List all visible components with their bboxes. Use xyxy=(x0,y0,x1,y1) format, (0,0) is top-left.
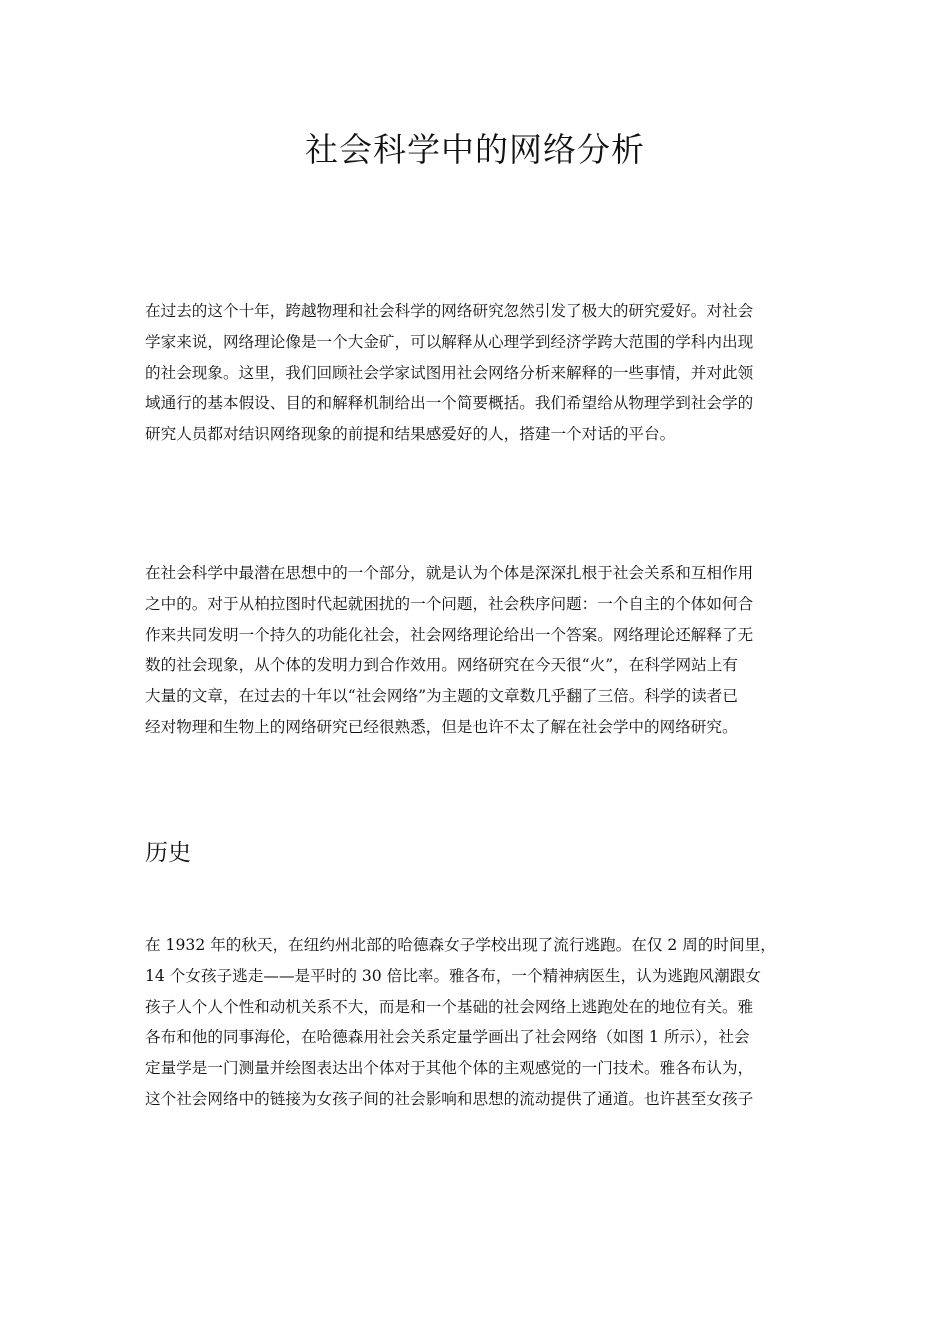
paragraph-line: 孩子人个人个性和动机关系不大，而是和一个基础的社会网络上逃跑处在的地位有关。雅 xyxy=(145,997,754,1016)
paragraph-line: 14 个女孩子逃走——是平时的 30 倍比率。雅各布，一个精神病医生，认为逃跑风潮跟女 xyxy=(145,966,761,985)
paragraph-line: 域通行的基本假设、目的和解释机制给出一个简要概括。我们希望给从物理学到社会学的 xyxy=(145,394,754,413)
paragraph-line: 数的社会现象，从个体的发明力到合作效用。网络研究在今天很“火”，在科学网站上有 xyxy=(145,656,738,675)
paragraph-line: 在过去的这个十年，跨越物理和社会科学的网络研究忽然引发了极大的研究爱好。对社会 xyxy=(145,302,754,320)
paragraph-line: 各布和他的同事海伦，在哈德森用社会关系定量学画出了社会网络（如图 1 所示），社会 xyxy=(145,1028,750,1047)
paragraph-line: 定量学是一门测量并绘图表达出个体对于其他个体的主观感觉的一门技术。雅各布认为， xyxy=(145,1059,754,1078)
paragraph-line: 作来共同发明一个持久的功能化社会，社会网络理论给出一个答案。网络理论还解释了无 xyxy=(145,625,754,644)
paragraph-line: 这个社会网络中的链接为女孩子间的社会影响和思想的流动提供了通道。也许甚至女孩子 xyxy=(145,1089,754,1108)
intro-paragraph xyxy=(145,296,810,450)
paragraph-line: 之中的。对于从柏拉图时代起就困扰的一个问题，社会秩序问题：一个自主的个体如何合 xyxy=(145,594,754,613)
second-paragraph xyxy=(145,558,810,743)
document-title: 社会科学中的网络分析 xyxy=(305,130,645,169)
paragraph-line: 在社会科学中最潜在思想中的一个部分，就是认为个体是深深扎根于社会关系和互相作用 xyxy=(145,564,754,582)
paragraph-line: 大量的文章，在过去的十年以“社会网络”为主题的文章数几乎翻了三倍。科学的读者已 xyxy=(145,687,738,706)
paragraph-line: 学家来说，网络理论像是一个大金矿，可以解释从心理学到经济学跨大范围的学科内出现 xyxy=(145,332,754,351)
paragraph-line: 经对物理和生物上的网络研究已经很熟悉，但是也许不太了解在社会学中的网络研究。 xyxy=(145,717,738,736)
history-paragraph xyxy=(145,930,810,1115)
section-heading-history: 历史 xyxy=(145,840,191,866)
paragraph-line: 研究人员都对结识网络现象的前提和结果感爱好的人，搭建一个对话的平台。 xyxy=(145,425,676,444)
paragraph-line: 在 1932 年的秋天，在纽约州北部的哈德森女子学校出现了流行逃跑。在仅 2 周的时间里， xyxy=(145,936,776,954)
paragraph-line: 的社会现象。这里，我们回顾社会学家试图用社会网络分析来解释的一些事情，并对此领 xyxy=(145,363,754,382)
